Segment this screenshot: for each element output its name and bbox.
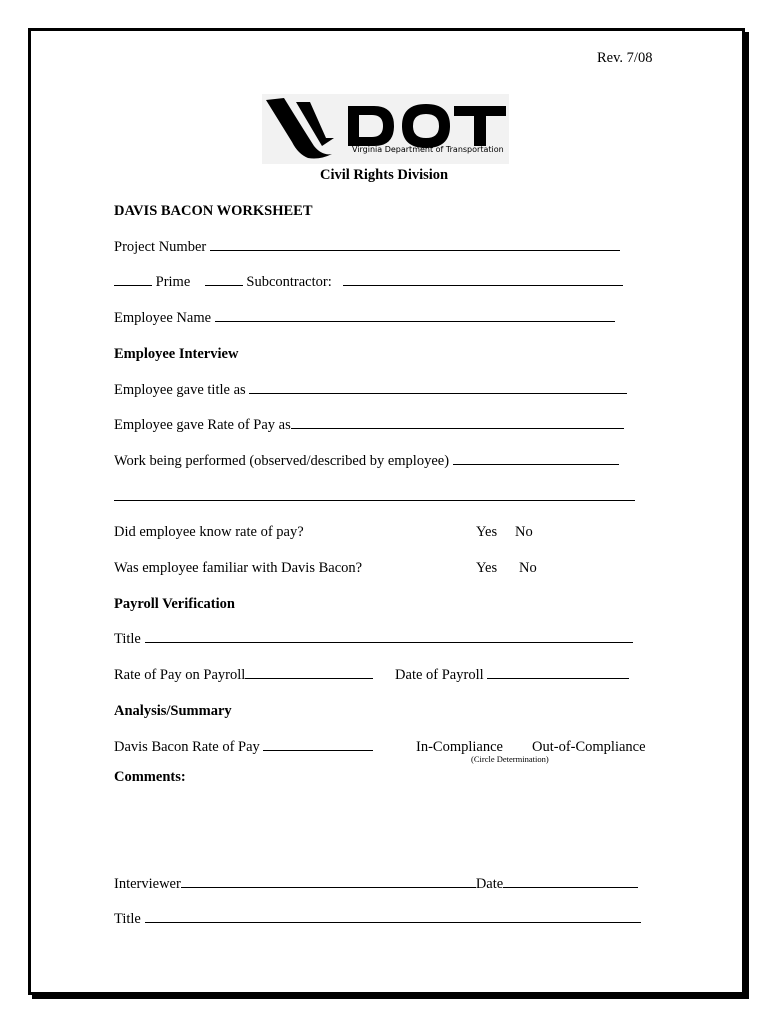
signoff-title-label: Title	[114, 911, 141, 927]
work-performed-field-2[interactable]	[114, 488, 635, 501]
form-page	[28, 28, 745, 995]
rate-as-field[interactable]	[291, 416, 624, 429]
division-title: Civil Rights Division	[320, 167, 449, 183]
db-rate-label: Davis Bacon Rate of Pay	[114, 739, 260, 755]
interviewer-row	[114, 875, 638, 893]
analysis-summary-heading: Analysis/Summary	[114, 703, 232, 719]
in-compliance-option[interactable]: In-Compliance	[416, 739, 503, 755]
employee-name-label: Employee Name	[114, 310, 212, 326]
comments-area[interactable]	[114, 789, 654, 859]
db-rate-row	[114, 738, 373, 756]
subcontractor-field[interactable]	[343, 273, 623, 286]
subcontractor-check-field[interactable]	[205, 273, 243, 286]
signoff-date-label: Date	[475, 876, 504, 892]
q1-no-option[interactable]: No	[515, 524, 533, 540]
payroll-rate-label: Rate of Pay on Payroll	[114, 667, 246, 683]
signoff-title-row	[114, 910, 641, 928]
form-title: DAVIS BACON WORKSHEET	[114, 203, 313, 219]
title-as-row	[114, 381, 627, 399]
logo-tagline: Virginia Department of Transportation	[352, 145, 504, 154]
work-performed-continued-row	[114, 488, 635, 506]
payroll-verification-heading: Payroll Verification	[114, 596, 235, 612]
project-number-row	[114, 238, 620, 256]
revision-label: Rev. 7/08	[597, 50, 653, 66]
signoff-date-field[interactable]	[503, 875, 638, 888]
work-performed-row	[114, 452, 619, 470]
work-performed-field[interactable]	[453, 452, 619, 465]
comments-heading: Comments:	[114, 769, 186, 785]
rate-as-label: Employee gave Rate of Pay as	[114, 417, 291, 433]
question-know-rate: Did employee know rate of pay?	[114, 524, 304, 540]
interviewer-label: Interviewer	[114, 876, 181, 892]
q2-no-option[interactable]: No	[519, 560, 537, 576]
db-rate-field[interactable]	[263, 738, 373, 751]
subcontractor-label: Subcontractor:	[246, 274, 332, 290]
employee-name-row	[114, 309, 615, 327]
circle-determination-note: (Circle Determination)	[471, 754, 549, 764]
rate-as-row	[114, 416, 624, 434]
work-performed-label: Work being performed (observed/described by employee)	[114, 453, 450, 469]
employee-name-field[interactable]	[215, 309, 615, 322]
payroll-title-field[interactable]	[145, 630, 633, 643]
payroll-title-row	[114, 630, 633, 648]
prime-label: Prime	[155, 274, 191, 290]
signoff-title-field[interactable]	[145, 910, 641, 923]
employee-interview-heading: Employee Interview	[114, 346, 239, 362]
payroll-date-label: Date of Payroll	[395, 667, 484, 683]
payroll-title-label: Title	[114, 631, 141, 647]
interviewer-field[interactable]	[181, 875, 476, 888]
payroll-rate-field[interactable]	[245, 666, 373, 679]
title-as-label: Employee gave title as	[114, 382, 246, 398]
q1-yes-option[interactable]: Yes	[476, 524, 498, 540]
title-as-field[interactable]	[249, 381, 627, 394]
payroll-date-field[interactable]	[487, 666, 629, 679]
question-familiar-davis-bacon: Was employee familiar with Davis Bacon?	[114, 560, 363, 576]
prime-field[interactable]	[114, 273, 152, 286]
prime-sub-row	[114, 273, 623, 291]
payroll-rate-row	[114, 666, 629, 684]
vdot-logo	[262, 94, 509, 164]
q2-yes-option[interactable]: Yes	[476, 560, 498, 576]
out-of-compliance-option[interactable]: Out-of-Compliance	[532, 739, 646, 755]
project-number-label: Project Number	[114, 239, 207, 255]
project-number-field[interactable]	[210, 238, 620, 251]
